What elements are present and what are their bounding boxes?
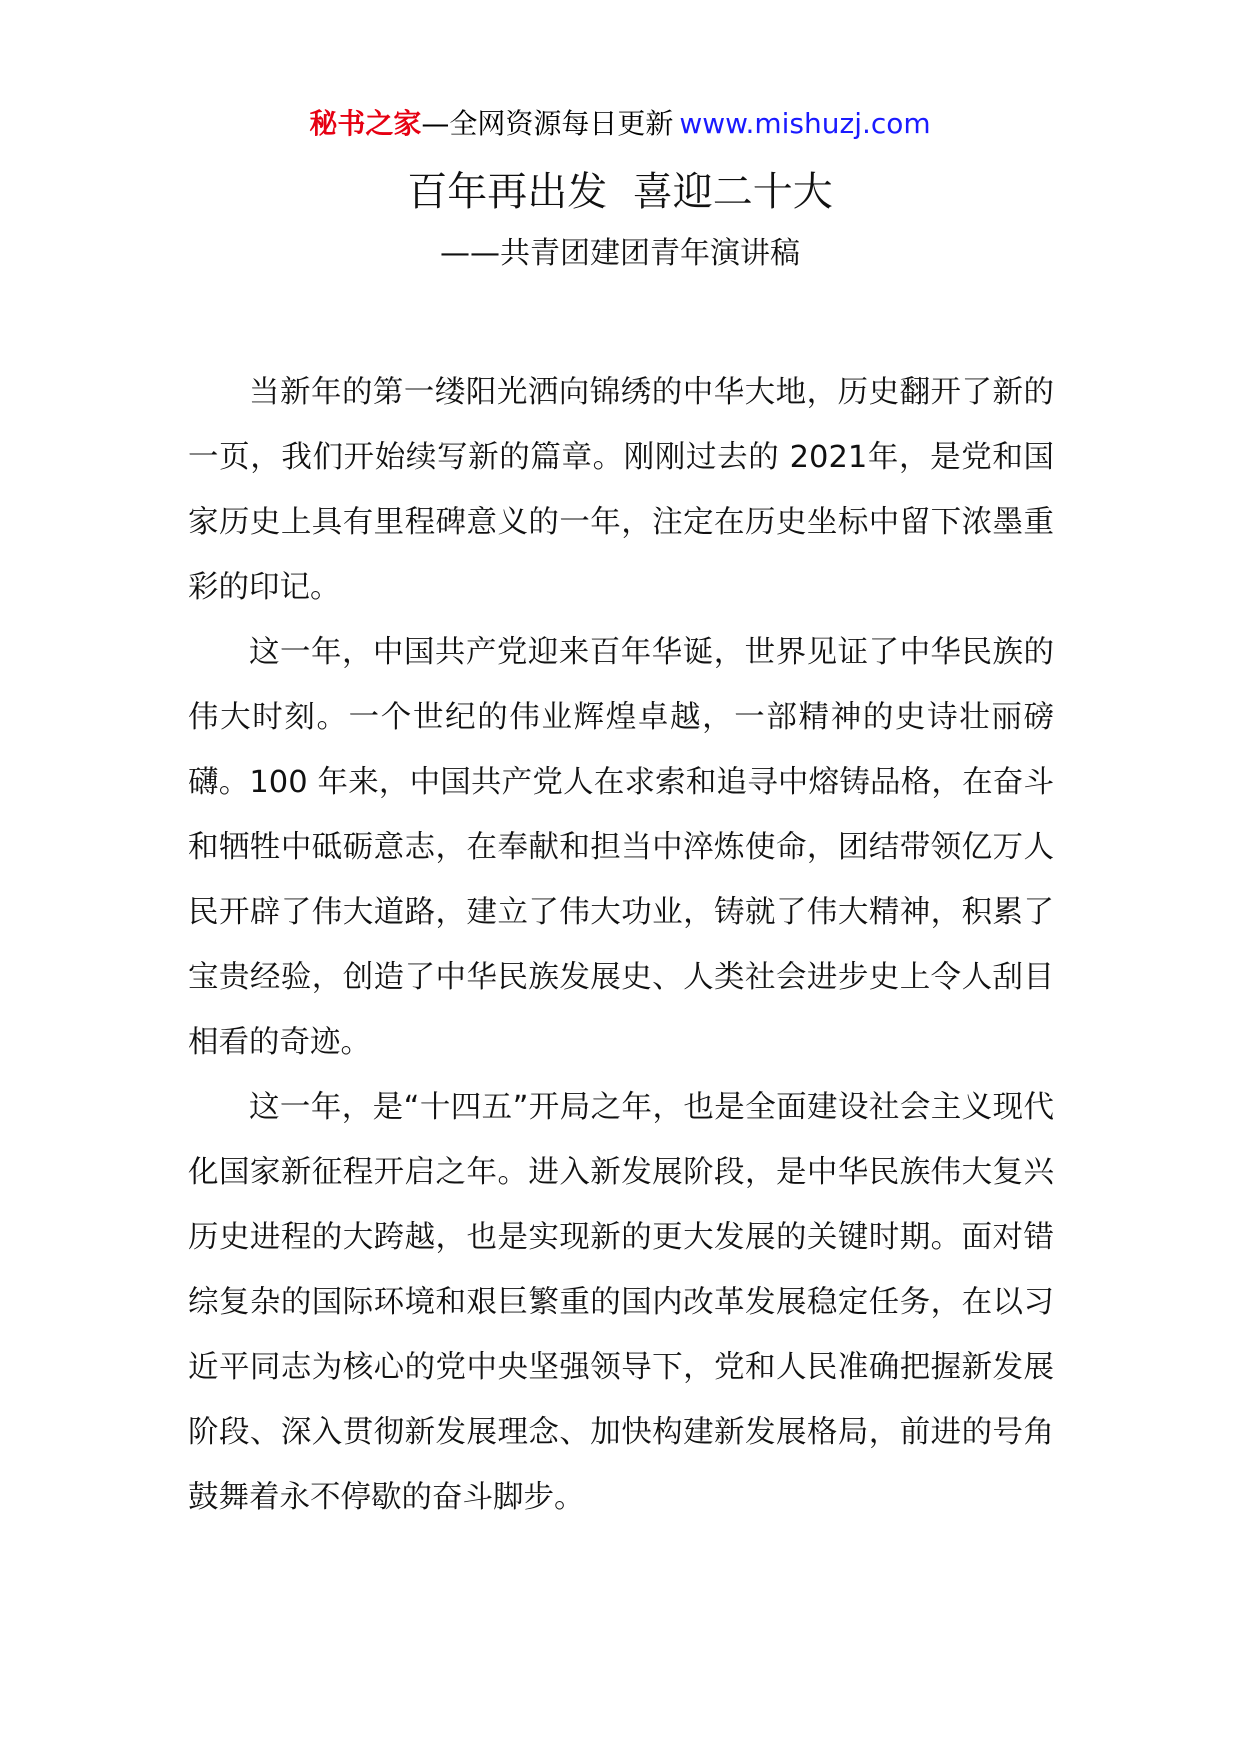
body-paragraph-2: 这一年，中国共产党迎来百年华诞，世界见证了中华民族的伟大时刻。一个世纪的伟业辉煌卓越，一部精神的史诗壮丽磅礴。100 年来，中国共产党人在求索和追寻中熔铸品格，在奋斗和牺牲中砥砺意志，在奉献和担当中淬炼使命，团结带领亿万人民开辟了伟大道路，建立了伟大功业，铸就了伟大精神，积累了宝贵经验，创造了中华民族发展史、人类社会进步史上令人刮目相看的奇迹。	[188, 635, 1054, 1060]
document-title: 百年再出发 喜迎二十大	[407, 169, 833, 215]
body-paragraph-1: 当新年的第一缕阳光洒向锦绣的中华大地，历史翻开了新的一页，我们开始续写新的篇章。刚刚过去的 2021年，是党和国家历史上具有里程碑意义的一年，注定在历史坐标中留下浓墨重彩的印记。	[188, 375, 1054, 605]
site-brand: 秘书之家	[309, 107, 422, 140]
body-paragraph-3: 这一年，是“十四五”开局之年，也是全面建设社会主义现代化国家新征程开启之年。进入新发展阶段，是中华民族伟大复兴历史进程的大跨越，也是实现新的更大发展的关键时期。面对错综复杂的国际环境和艰巨繁重的国内改革发展稳定任务，在以习近平同志为核心的党中央坚强领导下，党和人民准确把握新发展阶段、深入贯彻新发展理念、加快构建新发展格局，前进的号角鼓舞着永不停歇的奋斗脚步。	[188, 1090, 1054, 1515]
site-slogan: —全网资源每日更新	[421, 107, 674, 140]
site-header	[0, 100, 1240, 148]
document-body	[188, 360, 1054, 1530]
document-subtitle: ——共青团建团青年演讲稿	[440, 236, 800, 271]
site-url-link[interactable]: www.mishuzj.com	[679, 107, 931, 140]
